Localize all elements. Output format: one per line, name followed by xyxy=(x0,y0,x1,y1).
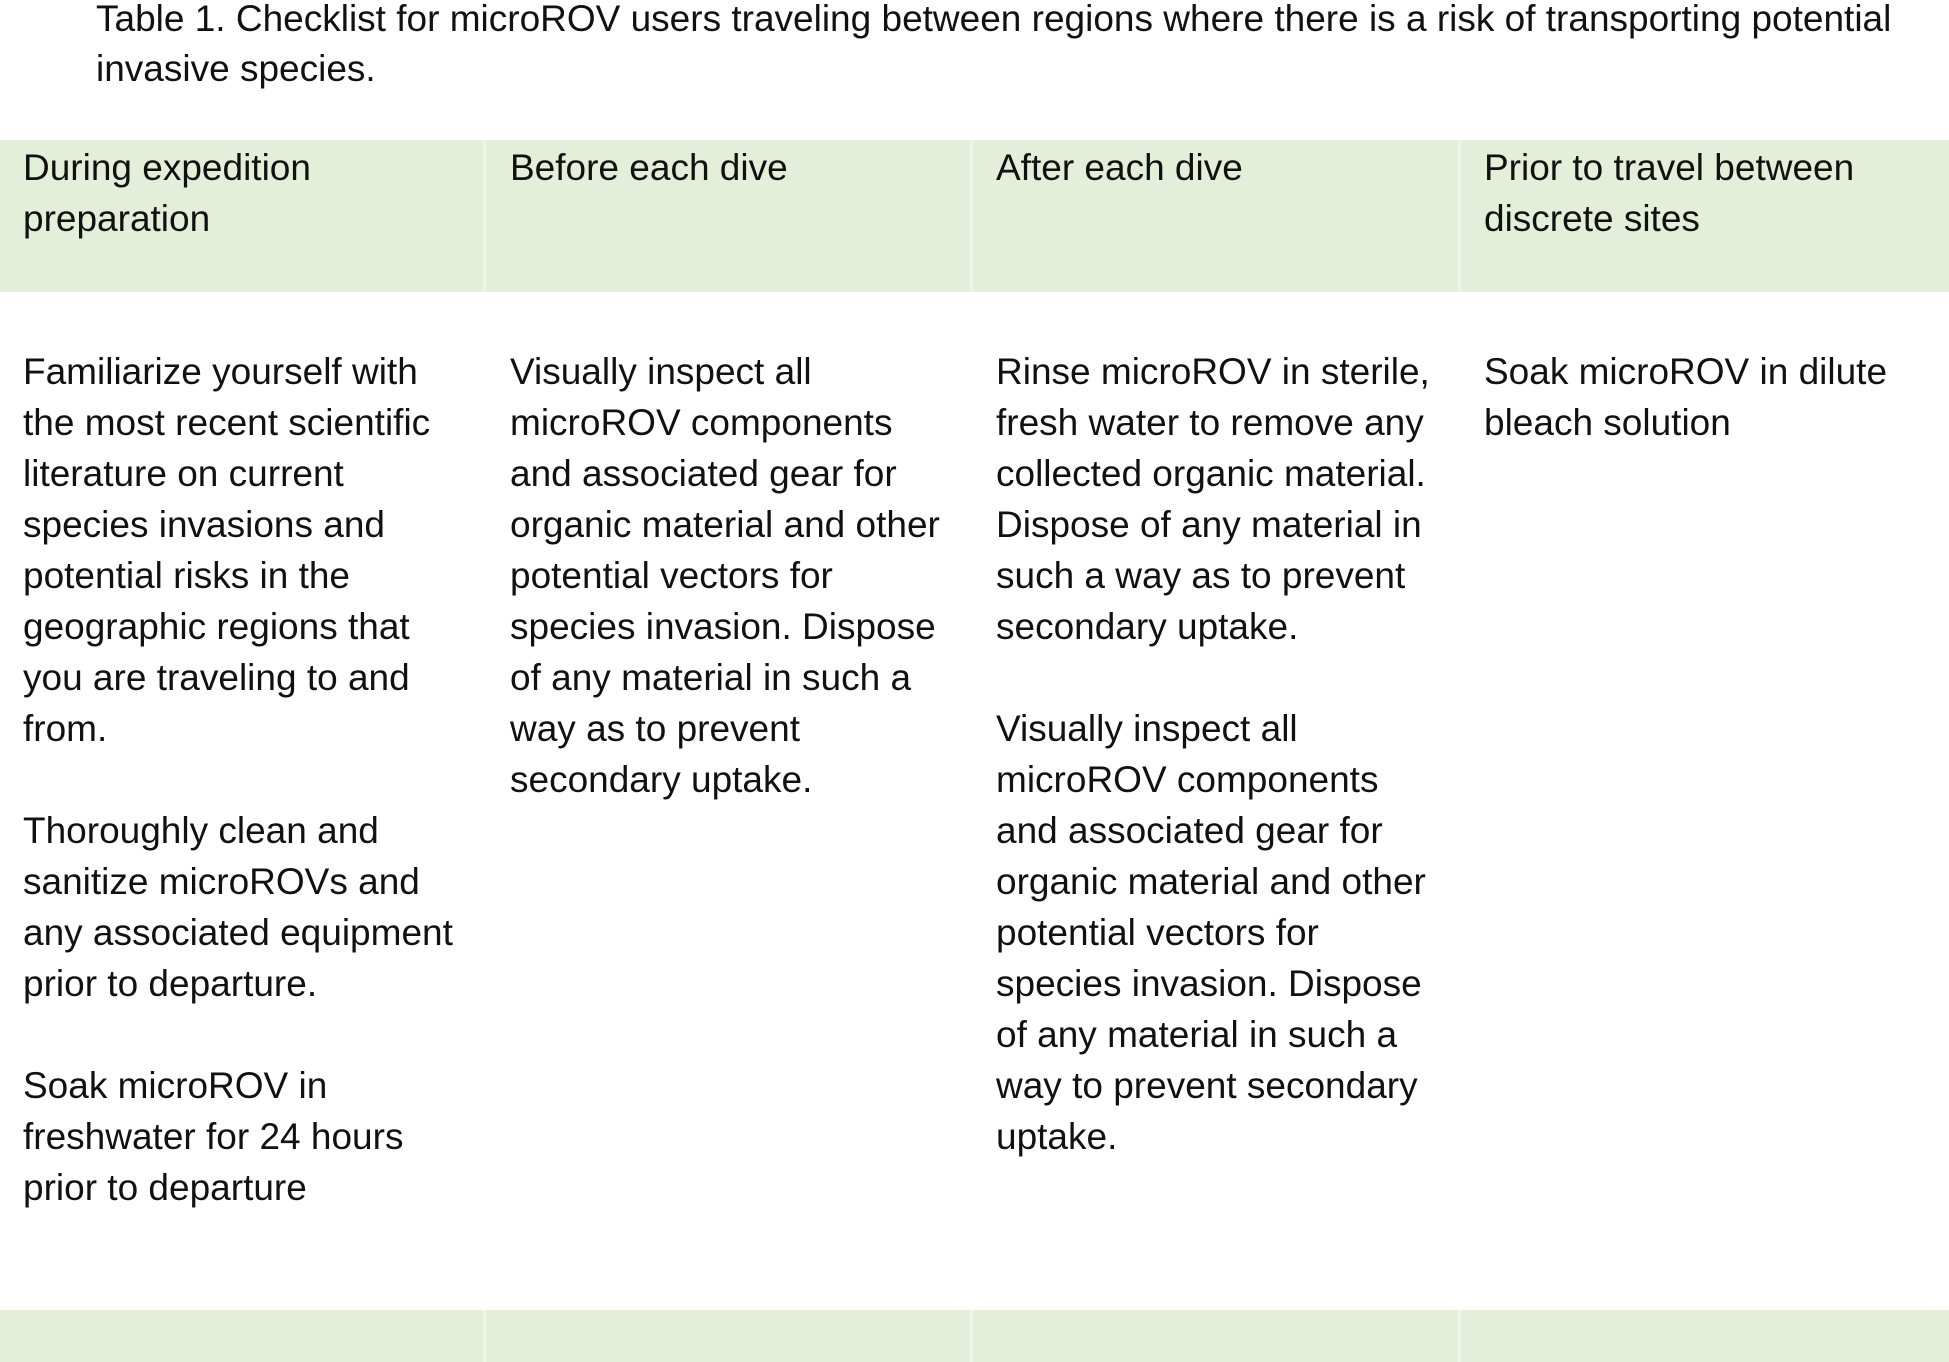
checklist-item: Soak microROV in freshwater for 24 hours prior to departure xyxy=(23,1065,404,1208)
column-body-expedition-preparation xyxy=(23,346,468,1213)
column-header-before-dive: Before each dive xyxy=(510,147,788,188)
column-header-expedition-preparation: During expedition preparation xyxy=(23,147,311,239)
checklist-item: Rinse microROV in sterile, fresh water to remove any collected organic material. Dispose of any material in such a way as to prevent secondary uptake. xyxy=(996,351,1430,647)
column-header-after-dive: After each dive xyxy=(996,147,1243,188)
table-caption: Table 1. Checklist for microROV users traveling between regions where there is a risk of transporting potential invasive species. xyxy=(96,0,1892,89)
checklist-item: Visually inspect all microROV components and associated gear for organic material and other potential vectors for species invasion. Dispose of any material in such a way as to prevent secondary uptake. xyxy=(510,351,940,800)
checklist-item: Soak microROV in dilute bleach solution xyxy=(1484,351,1888,443)
column-header-prior-travel: Prior to travel between discrete sites xyxy=(1484,147,1855,239)
checklist-item: Familiarize yourself with the most recent scientific literature on current species invasions and potential risks in the geographic regions that you are traveling to and from. xyxy=(23,351,431,749)
column-body-before-dive xyxy=(510,346,955,805)
checklist-item: Visually inspect all microROV components and associated gear for organic material and other potential vectors for species invasion. Dispose of any material in such a way to prevent secondary uptake. xyxy=(996,708,1426,1157)
column-body-after-dive xyxy=(996,346,1441,1162)
checklist-item: Thoroughly clean and sanitize microROVs and any associated equipment prior to departure. xyxy=(23,810,453,1004)
column-body-prior-travel xyxy=(1484,346,1929,448)
